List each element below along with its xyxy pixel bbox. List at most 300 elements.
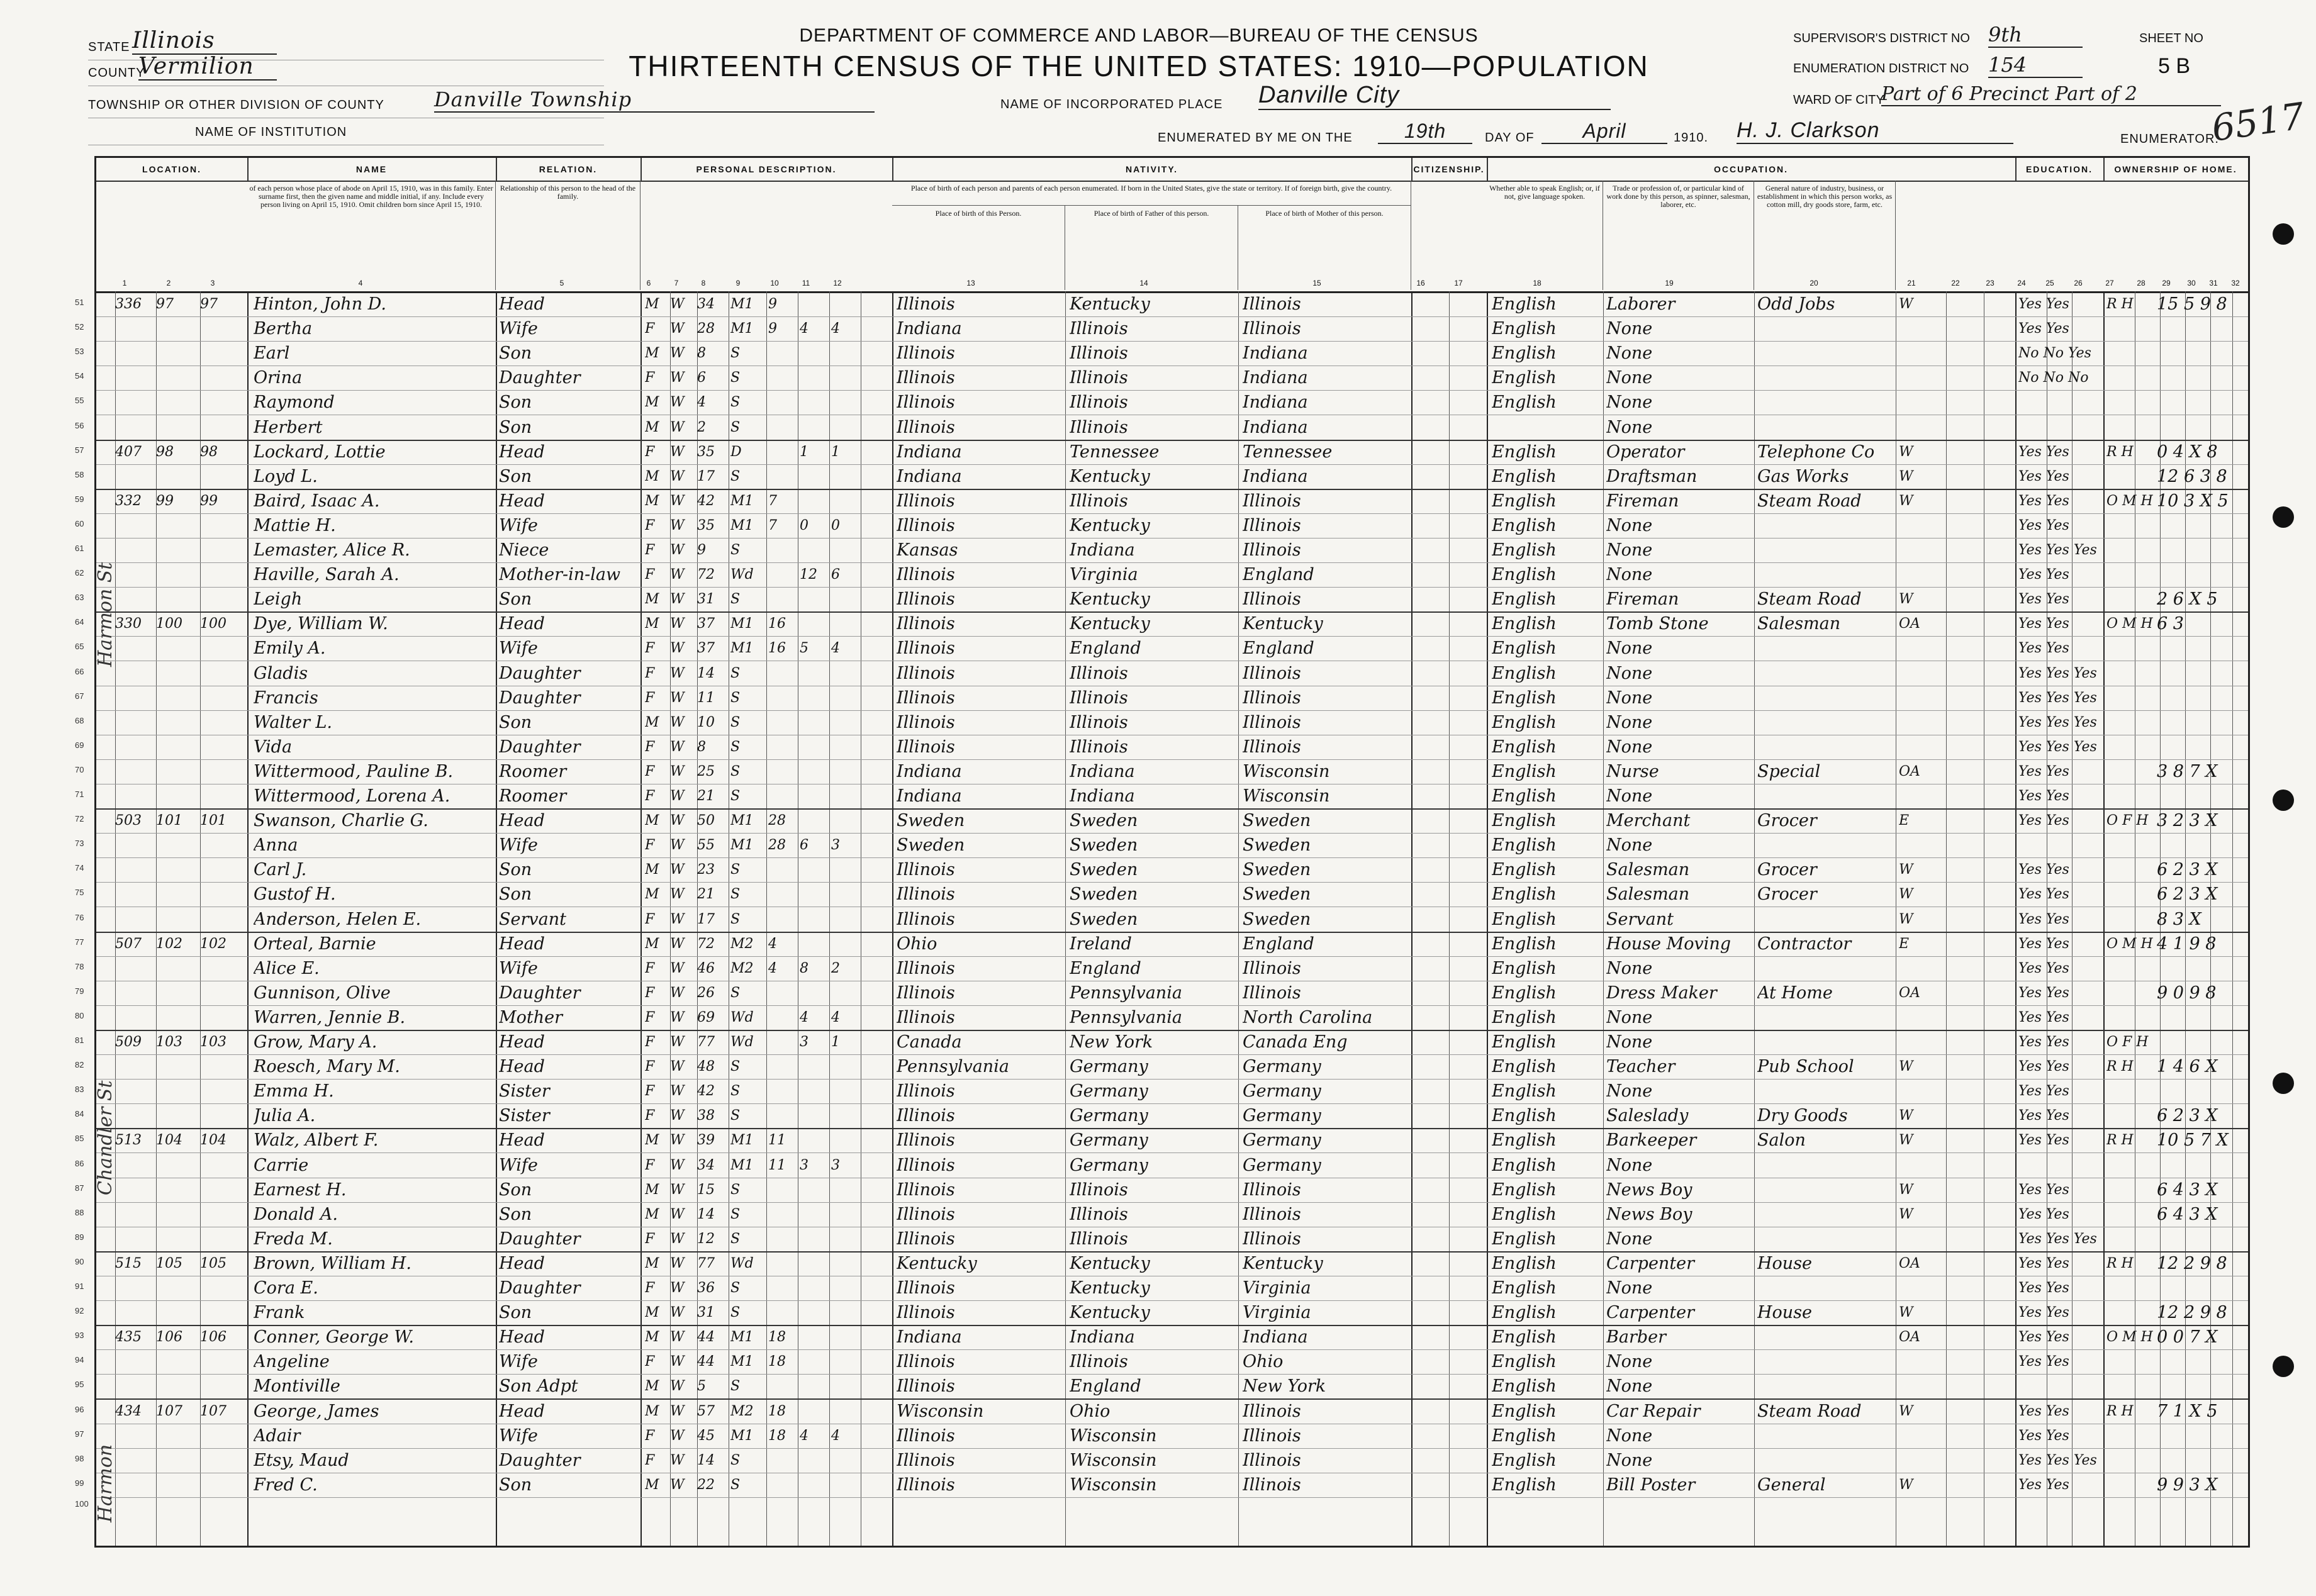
cell-mbp: Germany bbox=[1243, 1155, 1321, 1175]
cell-yrs: 4 bbox=[768, 960, 777, 976]
cell-age: 2 bbox=[697, 419, 706, 435]
cell-born bbox=[800, 1056, 828, 1078]
cell-rel: Daughter bbox=[499, 663, 581, 683]
cell-fbp: Illinois bbox=[1070, 1229, 1128, 1249]
cell-fbp: Indiana bbox=[1070, 761, 1135, 781]
cell-dw: 105 bbox=[156, 1255, 182, 1271]
cell-emp bbox=[1899, 688, 1943, 709]
column-number: 13 bbox=[966, 279, 975, 287]
line-number: 59 bbox=[75, 494, 84, 504]
cell-sex: F bbox=[645, 1452, 655, 1468]
cell-lang: English bbox=[1492, 934, 1557, 954]
line-number: 85 bbox=[75, 1134, 84, 1144]
cell-ind: General bbox=[1757, 1475, 1826, 1495]
cell-yrs bbox=[768, 1450, 797, 1471]
cell-born: 6 bbox=[800, 837, 808, 854]
cell-fbp: Illinois bbox=[1070, 1204, 1128, 1224]
line-number: 65 bbox=[75, 642, 84, 652]
cell-dw bbox=[156, 786, 197, 807]
cell-sex: M bbox=[645, 394, 659, 411]
cell-bp: Illinois bbox=[897, 294, 955, 314]
cell-fam bbox=[200, 983, 244, 1004]
cell-street: 336 bbox=[115, 296, 142, 312]
cell-trade: None bbox=[1606, 1229, 1653, 1249]
cell-rel: Niece bbox=[499, 540, 549, 560]
cell-own bbox=[2106, 737, 2157, 758]
cell-rel: Son bbox=[499, 884, 532, 905]
cell-name: Francis bbox=[254, 688, 318, 708]
cell-lang: English bbox=[1492, 491, 1557, 511]
cell-born bbox=[800, 540, 828, 561]
cell-fam bbox=[200, 958, 244, 979]
cell-liv bbox=[831, 1401, 859, 1422]
cell-age: 31 bbox=[697, 1305, 715, 1321]
cell-end: 3 8 7 X bbox=[2157, 761, 2218, 781]
cell-ind: At Home bbox=[1757, 983, 1833, 1003]
cell-name: Fred C. bbox=[254, 1475, 318, 1495]
line-number: 71 bbox=[75, 790, 84, 799]
cell-end bbox=[2157, 1351, 2248, 1373]
cell-edu: Yes Yes bbox=[2018, 813, 2069, 829]
cell-born bbox=[800, 712, 828, 734]
cell-rel: Son bbox=[499, 1475, 532, 1495]
cell-bp: Illinois bbox=[897, 1426, 955, 1446]
table-row bbox=[75, 488, 2248, 514]
cell-end bbox=[2157, 540, 2248, 561]
cell-ms: M2 bbox=[730, 1403, 754, 1419]
cell-lang: English bbox=[1492, 343, 1557, 364]
cell-name: Herbert bbox=[254, 417, 323, 437]
cell-edu: Yes Yes Yes bbox=[2018, 714, 2097, 730]
line-number: 53 bbox=[75, 347, 84, 357]
cell-edu: Yes Yes Yes bbox=[2018, 1452, 2097, 1468]
cell-yrs: 18 bbox=[768, 1427, 786, 1444]
cell-mbp: Illinois bbox=[1243, 491, 1301, 511]
cell-fam bbox=[200, 515, 244, 537]
cell-ms: M1 bbox=[730, 837, 754, 854]
cell-race: W bbox=[670, 960, 685, 976]
cell-name: Alice E. bbox=[254, 958, 320, 978]
cell-fam: 101 bbox=[200, 813, 227, 829]
line-number: 87 bbox=[75, 1183, 84, 1193]
cell-name: Orteal, Barnie bbox=[254, 934, 376, 954]
cell-trade: None bbox=[1606, 1376, 1653, 1397]
cell-ind: Dry Goods bbox=[1757, 1106, 1848, 1126]
cell-emp bbox=[1899, 343, 1943, 364]
cell-ind bbox=[1757, 1426, 1894, 1447]
cell-lang: English bbox=[1492, 294, 1557, 314]
cell-fam bbox=[200, 884, 244, 905]
cell-emp bbox=[1899, 1450, 1943, 1471]
cell-own: R H bbox=[2106, 296, 2134, 312]
cell-name: Freda M. bbox=[254, 1229, 333, 1249]
cell-mbp: Illinois bbox=[1243, 688, 1301, 708]
cell-emp bbox=[1899, 564, 1943, 586]
cell-age: 15 bbox=[697, 1181, 715, 1198]
cell-street bbox=[115, 884, 153, 905]
cell-age: 37 bbox=[697, 616, 715, 632]
cell-end: 6 2 3 X bbox=[2157, 860, 2218, 880]
cell-race: W bbox=[670, 394, 685, 411]
cell-born bbox=[800, 688, 828, 709]
cell-dw bbox=[156, 1105, 197, 1127]
cell-born: 4 bbox=[800, 1009, 808, 1025]
column-number: 29 bbox=[2162, 279, 2171, 287]
cell-mbp: Sweden bbox=[1243, 811, 1311, 831]
cell-own: O M H bbox=[2106, 493, 2153, 509]
cell-lang: English bbox=[1492, 614, 1557, 634]
cell-mbp: Wisconsin bbox=[1243, 786, 1330, 806]
cell-ms: S bbox=[730, 419, 741, 435]
cell-yrs: 16 bbox=[768, 616, 786, 632]
cell-end bbox=[2157, 1278, 2248, 1299]
cell-mbp: Illinois bbox=[1243, 737, 1301, 757]
cell-fbp: Sweden bbox=[1070, 860, 1138, 880]
cell-born bbox=[800, 1401, 828, 1422]
line-number: 54 bbox=[75, 371, 84, 381]
table-row bbox=[75, 1177, 2248, 1203]
cell-liv bbox=[831, 491, 859, 512]
cell-edu: Yes Yes bbox=[2018, 1476, 2069, 1493]
cell-name: Mattie H. bbox=[254, 515, 336, 535]
line-number: 78 bbox=[75, 961, 84, 971]
line-number: 86 bbox=[75, 1158, 84, 1168]
cell-edu: Yes Yes bbox=[2018, 1329, 2069, 1346]
cell-end: 0 0 7 X bbox=[2157, 1327, 2218, 1348]
table-body bbox=[75, 291, 2248, 1546]
cell-street bbox=[115, 417, 153, 438]
cell-sex: F bbox=[645, 960, 655, 976]
cell-mbp: Virginia bbox=[1243, 1303, 1311, 1323]
cell-street bbox=[115, 638, 153, 659]
cell-fam: 103 bbox=[200, 1034, 227, 1050]
cell-emp bbox=[1899, 1351, 1943, 1373]
cell-fam bbox=[200, 1007, 244, 1029]
department-title: DEPARTMENT OF COMMERCE AND LABOR—BUREAU OF THE CENSUS bbox=[799, 25, 1479, 46]
cell-lang: English bbox=[1492, 1401, 1557, 1421]
cell-street: 330 bbox=[115, 616, 142, 632]
cell-race: W bbox=[670, 689, 685, 706]
cell-trade: None bbox=[1606, 368, 1653, 388]
cell-end: 12 6 3 8 bbox=[2157, 466, 2227, 486]
cell-race: W bbox=[670, 591, 685, 608]
cell-ms: M2 bbox=[730, 935, 754, 952]
table-row bbox=[75, 1373, 2248, 1400]
cell-fam: 104 bbox=[200, 1132, 227, 1149]
cell-sex: F bbox=[645, 1230, 655, 1247]
cell-rel: Head bbox=[499, 811, 545, 831]
cell-mbp: Indiana bbox=[1243, 343, 1308, 364]
cell-liv bbox=[831, 1450, 859, 1471]
cell-end bbox=[2157, 564, 2248, 586]
cell-dw bbox=[156, 859, 197, 881]
cell-fbp: Sweden bbox=[1070, 835, 1138, 856]
cell-bp: Illinois bbox=[897, 1081, 955, 1102]
cell-emp: W bbox=[1899, 296, 1913, 312]
cell-edu bbox=[2018, 1376, 2103, 1397]
cell-dw bbox=[156, 1204, 197, 1225]
cell-liv bbox=[831, 1253, 859, 1275]
cell-sex: F bbox=[645, 985, 655, 1001]
cell-mbp: Illinois bbox=[1243, 1229, 1301, 1249]
cell-own bbox=[2106, 1204, 2157, 1225]
cell-end: 0 4 X 8 bbox=[2157, 442, 2218, 462]
cell-sex: F bbox=[645, 739, 655, 755]
cell-lang: English bbox=[1492, 688, 1557, 708]
cell-lang: English bbox=[1492, 958, 1557, 978]
cell-mbp: Illinois bbox=[1243, 663, 1301, 683]
column-number: 16 bbox=[1416, 279, 1425, 287]
cell-liv: 4 bbox=[831, 1427, 840, 1444]
table-row bbox=[75, 710, 2248, 735]
table-row bbox=[75, 1275, 2248, 1301]
cell-trade: Teacher bbox=[1606, 1057, 1675, 1077]
cell-own bbox=[2106, 638, 2157, 659]
cell-name: Bertha bbox=[254, 319, 313, 339]
column-number: 19 bbox=[1665, 279, 1674, 287]
cell-yrs bbox=[768, 737, 797, 758]
cell-ind bbox=[1757, 835, 1894, 856]
cell-yrs bbox=[768, 1229, 797, 1250]
cell-emp: W bbox=[1899, 1305, 1913, 1321]
cell-mbp: Kentucky bbox=[1243, 1253, 1323, 1273]
cell-age: 50 bbox=[697, 813, 715, 829]
cell-dw bbox=[156, 1007, 197, 1029]
cell-mbp: Germany bbox=[1243, 1106, 1321, 1126]
cell-edu: Yes Yes bbox=[2018, 1181, 2069, 1198]
cell-end bbox=[2157, 1032, 2248, 1053]
cell-mbp: Illinois bbox=[1243, 1180, 1301, 1200]
cell-race: W bbox=[670, 1009, 685, 1025]
cell-trade: None bbox=[1606, 712, 1653, 732]
cell-rel: Wife bbox=[499, 958, 538, 978]
cell-dw bbox=[156, 1081, 197, 1102]
cell-fbp: Illinois bbox=[1070, 393, 1128, 413]
cell-fam bbox=[200, 1450, 244, 1471]
cell-ind: Steam Road bbox=[1757, 589, 1862, 610]
supervisor-value: 9th bbox=[1988, 23, 2083, 48]
cell-name: Haville, Sarah A. bbox=[254, 565, 400, 585]
cell-own: O M H bbox=[2106, 935, 2153, 952]
cell-street bbox=[115, 1376, 153, 1397]
cell-bp: Illinois bbox=[897, 1450, 955, 1470]
cell-end bbox=[2157, 712, 2248, 734]
cell-yrs bbox=[768, 663, 797, 684]
cell-liv bbox=[831, 613, 859, 635]
cell-fam bbox=[200, 417, 244, 438]
cell-liv bbox=[831, 1475, 859, 1496]
cell-fbp: Kentucky bbox=[1070, 1253, 1150, 1273]
cell-dw: 104 bbox=[156, 1132, 182, 1149]
cell-fbp: Germany bbox=[1070, 1057, 1148, 1077]
cell-end bbox=[2157, 1155, 2248, 1176]
cell-end bbox=[2157, 1229, 2248, 1250]
cell-liv bbox=[831, 909, 859, 930]
cell-mbp: Indiana bbox=[1243, 417, 1308, 437]
cell-born bbox=[800, 737, 828, 758]
cell-ind bbox=[1757, 688, 1894, 709]
cell-sex: F bbox=[645, 1034, 655, 1050]
head-birth-mother: Place of birth of Mother of this person. bbox=[1238, 206, 1411, 290]
cell-bp: Illinois bbox=[897, 1007, 955, 1027]
table-row bbox=[75, 881, 2248, 907]
cell-race: W bbox=[670, 1034, 685, 1050]
cell-race: W bbox=[670, 985, 685, 1001]
cell-end bbox=[2157, 318, 2248, 340]
cell-edu: Yes Yes bbox=[2018, 1132, 2069, 1149]
cell-name: George, James bbox=[254, 1401, 379, 1421]
cell-ind bbox=[1757, 1351, 1894, 1373]
cell-yrs bbox=[768, 1376, 797, 1397]
cell-edu: Yes Yes bbox=[2018, 960, 2069, 976]
cell-end: 7 1 X 5 bbox=[2157, 1401, 2218, 1421]
cell-edu: Yes Yes bbox=[2018, 985, 2069, 1001]
table-row bbox=[75, 808, 2248, 834]
cell-ms: S bbox=[730, 370, 741, 386]
cell-name: Donald A. bbox=[254, 1204, 338, 1224]
cell-end: 9 9 3 X bbox=[2157, 1475, 2218, 1495]
state-label: STATE bbox=[88, 40, 130, 54]
column-number: 4 bbox=[358, 279, 363, 287]
cell-street bbox=[115, 1475, 153, 1496]
cell-bp: Illinois bbox=[897, 589, 955, 610]
cell-born: 8 bbox=[800, 960, 808, 976]
line-number: 66 bbox=[75, 666, 84, 676]
cell-mbp: Illinois bbox=[1243, 294, 1301, 314]
cell-liv bbox=[831, 1105, 859, 1127]
cell-race: W bbox=[670, 517, 685, 533]
cell-emp: OA bbox=[1899, 1255, 1920, 1271]
cell-ms: Wd bbox=[730, 1009, 754, 1025]
cell-sex: F bbox=[645, 665, 655, 681]
cell-bp: Illinois bbox=[897, 565, 955, 585]
cell-street bbox=[115, 737, 153, 758]
cell-sex: M bbox=[645, 935, 659, 952]
cell-yrs bbox=[768, 540, 797, 561]
cell-liv bbox=[831, 688, 859, 709]
cell-trade: None bbox=[1606, 737, 1653, 757]
cell-liv bbox=[831, 589, 859, 610]
cell-rel: Daughter bbox=[499, 1450, 581, 1470]
cell-born bbox=[800, 294, 828, 315]
cell-ms: S bbox=[730, 468, 741, 484]
cell-own bbox=[2106, 1007, 2157, 1029]
cell-street bbox=[115, 564, 153, 586]
line-number: 95 bbox=[75, 1380, 84, 1390]
cell-ind: Grocer bbox=[1757, 884, 1817, 905]
line-number: 74 bbox=[75, 863, 84, 873]
cell-bp: Illinois bbox=[897, 343, 955, 364]
cell-own bbox=[2106, 1351, 2157, 1373]
cell-age: 8 bbox=[697, 739, 706, 755]
column-number: 8 bbox=[701, 279, 706, 287]
cell-mbp: Ohio bbox=[1243, 1352, 1284, 1372]
cell-street: 407 bbox=[115, 444, 142, 460]
cell-ind: Grocer bbox=[1757, 860, 1817, 880]
cell-born bbox=[800, 1450, 828, 1471]
cell-lang: English bbox=[1492, 1180, 1557, 1200]
cell-fam bbox=[200, 786, 244, 807]
cell-yrs bbox=[768, 712, 797, 734]
cell-age: 77 bbox=[697, 1034, 715, 1050]
ward-value: Part of 6 Precinct Part of 2 bbox=[1881, 83, 2221, 106]
state-value: Illinois bbox=[132, 28, 277, 55]
cell-sex: F bbox=[645, 911, 655, 927]
cell-own bbox=[2106, 1105, 2157, 1127]
line-number: 73 bbox=[75, 839, 84, 849]
cell-emp: W bbox=[1899, 493, 1913, 509]
cell-ind bbox=[1757, 417, 1894, 438]
cell-born bbox=[800, 810, 828, 832]
cell-rel: Daughter bbox=[499, 737, 581, 757]
cell-fam bbox=[200, 466, 244, 488]
cell-name: Montiville bbox=[254, 1376, 340, 1397]
cell-edu: Yes Yes bbox=[2018, 517, 2069, 533]
institution-label: NAME OF INSTITUTION bbox=[195, 125, 347, 139]
cell-bp: Illinois bbox=[897, 1180, 955, 1200]
cell-bp: Illinois bbox=[897, 958, 955, 978]
cell-bp: Illinois bbox=[897, 1155, 955, 1175]
cell-ms: M1 bbox=[730, 640, 754, 657]
cell-born bbox=[800, 1081, 828, 1102]
cell-street bbox=[115, 909, 153, 930]
cell-age: 37 bbox=[697, 640, 715, 657]
line-number: 92 bbox=[75, 1306, 84, 1316]
cell-age: 38 bbox=[697, 1108, 715, 1124]
cell-lang: English bbox=[1492, 565, 1557, 585]
cell-rel: Head bbox=[499, 1327, 545, 1348]
table-row bbox=[75, 365, 2248, 391]
cell-edu: Yes Yes bbox=[2018, 886, 2069, 903]
cell-race: W bbox=[670, 1354, 685, 1370]
cell-mbp: Kentucky bbox=[1243, 614, 1323, 634]
cell-lang: English bbox=[1492, 712, 1557, 732]
cell-rel: Roomer bbox=[499, 761, 567, 781]
cell-lang: English bbox=[1492, 589, 1557, 610]
table-row bbox=[75, 1103, 2248, 1129]
cell-name: Carrie bbox=[254, 1155, 309, 1175]
cell-emp: W bbox=[1899, 591, 1913, 608]
column-number: 28 bbox=[2137, 279, 2145, 287]
cell-rel: Son bbox=[499, 1180, 532, 1200]
cell-race: W bbox=[670, 542, 685, 558]
cell-mbp: Illinois bbox=[1243, 1426, 1301, 1446]
place-value: Danville City bbox=[1258, 82, 1611, 110]
cell-ms: Wd bbox=[730, 1255, 754, 1271]
cell-liv bbox=[831, 1351, 859, 1373]
head-trade: Trade or profession of, or particular kind of work done by this person, as spinner, salesman, laborer, etc. bbox=[1603, 181, 1754, 290]
cell-bp: Indiana bbox=[897, 786, 962, 806]
cell-street: 434 bbox=[115, 1403, 142, 1419]
cell-own: O M H bbox=[2106, 1329, 2153, 1346]
cell-fam: 107 bbox=[200, 1403, 227, 1419]
head-name: of each person whose place of abode on April 15, 1910, was in this family. Enter surname first, then the given name and middle initial, if any. Include every person living on April 15, 1910. Omit children born since April 15, 1910. bbox=[247, 181, 496, 290]
cell-own bbox=[2106, 859, 2157, 881]
head-industry: General nature of industry, business, or establishment in which this person works, as cotton mill, dry goods store, farm, etc. bbox=[1754, 181, 1896, 290]
cell-name: Emily A. bbox=[254, 639, 326, 659]
cell-yrs bbox=[768, 786, 797, 807]
cell-race: W bbox=[670, 493, 685, 509]
cell-born bbox=[800, 909, 828, 930]
cell-name: Vida bbox=[254, 737, 293, 757]
cell-sex: M bbox=[645, 296, 659, 312]
cell-sex: F bbox=[645, 1083, 655, 1100]
line-number: 63 bbox=[75, 593, 84, 603]
cell-trade: None bbox=[1606, 319, 1653, 339]
cell-dw bbox=[156, 638, 197, 659]
cell-edu: No No No bbox=[2018, 370, 2089, 386]
cell-fbp: England bbox=[1070, 958, 1141, 978]
